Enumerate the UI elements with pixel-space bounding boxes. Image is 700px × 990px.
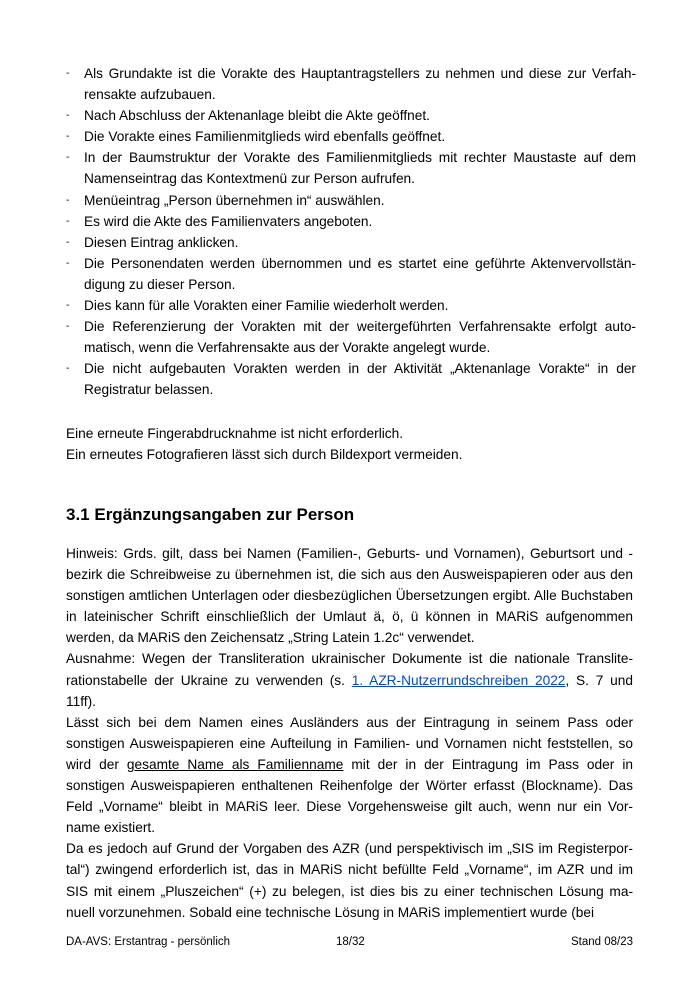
fingerprint-note: Eine erneute Fingerabdrucknahme ist nicht erforderlich.: [66, 426, 404, 441]
list-item: - In der Baumstruktur der Vorakte des Familienmitglieds mit rechter Maustaste auf dem Namenseintrag das Kontextmenü zur Person aufrufen.: [66, 147, 636, 189]
ausnahme-paragraph: Ausnahme: Wegen der Transliteration ukrainischer Dokumente ist die nationale Translite-rationstabelle der Ukraine zu verwenden (s. 1. AZR-Nutzerrundschreiben 2022, S. 7 und 11ff).: [66, 651, 633, 709]
list-item: - Die nicht aufgebauten Vorakten werden in der Aktivität „Aktenanlage Vorakte“ in der Registratur belassen.: [66, 358, 636, 400]
blockname-paragraph: Lässt sich bei dem Namen eines Ausländers aus der Eintragung in seinem Pass oder sonstigen Ausweispapieren eine Aufteilung in Familien- und Vornamen nicht feststellen, so wird der gesamte Name als Familienname mit der in der Eintragung im Pass oder in sonstigen Ausweispapieren enthaltenen Reihenfolge der Wörter erfasst (Blockname). Das Feld „Vorname“ bleibt in MARiS leer. Diese Vorgehensweise gilt auch, wenn nur ein Vor-name existiert.: [66, 714, 633, 836]
footer-document-title: DA-AVS: Erstantrag - persönlich: [66, 936, 231, 948]
bullet-dash: -: [66, 194, 70, 206]
bullet-dash: -: [66, 321, 70, 333]
section-body: [66, 543, 633, 923]
azr-plus-paragraph: Da es jedoch auf Grund der Vorgaben des AZR (und perspektivisch im „SIS im Registerpor-tal“) zwingend erforderlich ist, das in MARiS nicht befüllte Feld „Vorname“, im AZR und im SIS mit einem „Pluszeichen“ (+) zu belegen, ist dies bis zu einer technischen Lösung ma-nuell vorzunehmen. Sobald eine technische Lösung in MARiS implementiert wurde (bei: [66, 841, 633, 920]
list-item: - Nach Abschluss der Aktenanlage bleibt die Akte geöffnet.: [66, 105, 636, 126]
bullet-dash: -: [66, 152, 70, 164]
list-item: - Die Referenzierung der Vorakten mit der weitergeführten Verfahrensakte erfolgt auto-matisch, wenn die Verfahrensakte aus der Vorakte angelegt wurde.: [66, 316, 636, 358]
bullet-dash: -: [66, 257, 70, 269]
page-footer: [66, 933, 633, 951]
list-item: - Menüeintrag „Person übernehmen in“ auswählen.: [66, 190, 636, 211]
procedure-bullet-list: [66, 63, 636, 401]
section-heading: 3.1 Ergänzungsangaben zur Person: [66, 505, 355, 524]
footer-page-number: 18/32: [336, 936, 365, 948]
bullet-dash: -: [66, 363, 70, 375]
bullet-dash: -: [66, 236, 70, 248]
list-item: - Die Vorakte eines Familienmitglieds wird ebenfalls geöffnet.: [66, 126, 636, 147]
list-item: - Es wird die Akte des Familienvaters angeboten.: [66, 211, 636, 232]
list-item: - Als Grundakte ist die Vorakte des Hauptantragstellers zu nehmen und diese zur Verfah-rensakte aufzubauen.: [66, 63, 636, 105]
bullet-dash: -: [66, 300, 70, 312]
underlined-phrase: gesamte Name als Familienname: [126, 756, 344, 772]
list-item: - Diesen Eintrag anklicken.: [66, 232, 636, 253]
list-item: - Dies kann für alle Vorakten einer Familie wiederholt werden.: [66, 295, 636, 316]
bullet-dash: -: [66, 215, 70, 227]
bullet-dash: -: [66, 110, 70, 122]
bullet-dash: -: [66, 131, 70, 143]
hinweis-paragraph: Hinweis: Grds. gilt, dass bei Namen (Familien-, Geburts- und Vornamen), Geburtsort und -bezirk die Schreibweise zu übernehmen ist, die sich aus den Ausweispapieren oder aus den sonstigen amtlichen Unterlagen oder diesbezüglichen Übersetzungen ergibt. Alle Buchstaben in lateinischer Schrift einschließlich der Umlaut ä, ö, ü können in MARiS aufgenommen werden, da MARiS den Zeichensatz „String Latein 1.2c“ verwendet.: [66, 546, 633, 646]
azr-circular-link[interactable]: 1. AZR-Nutzerrundschreiben 2022: [351, 672, 566, 688]
list-item: - Die Personendaten werden übernommen und es startet eine geführte Aktenvervollstän-digung zu dieser Person.: [66, 253, 636, 295]
photo-note: Ein erneutes Fotografieren lässt sich durch Bildexport vermeiden.: [66, 447, 463, 462]
bullet-dash: -: [66, 68, 70, 79]
footer-version: Stand 08/23: [570, 936, 633, 948]
